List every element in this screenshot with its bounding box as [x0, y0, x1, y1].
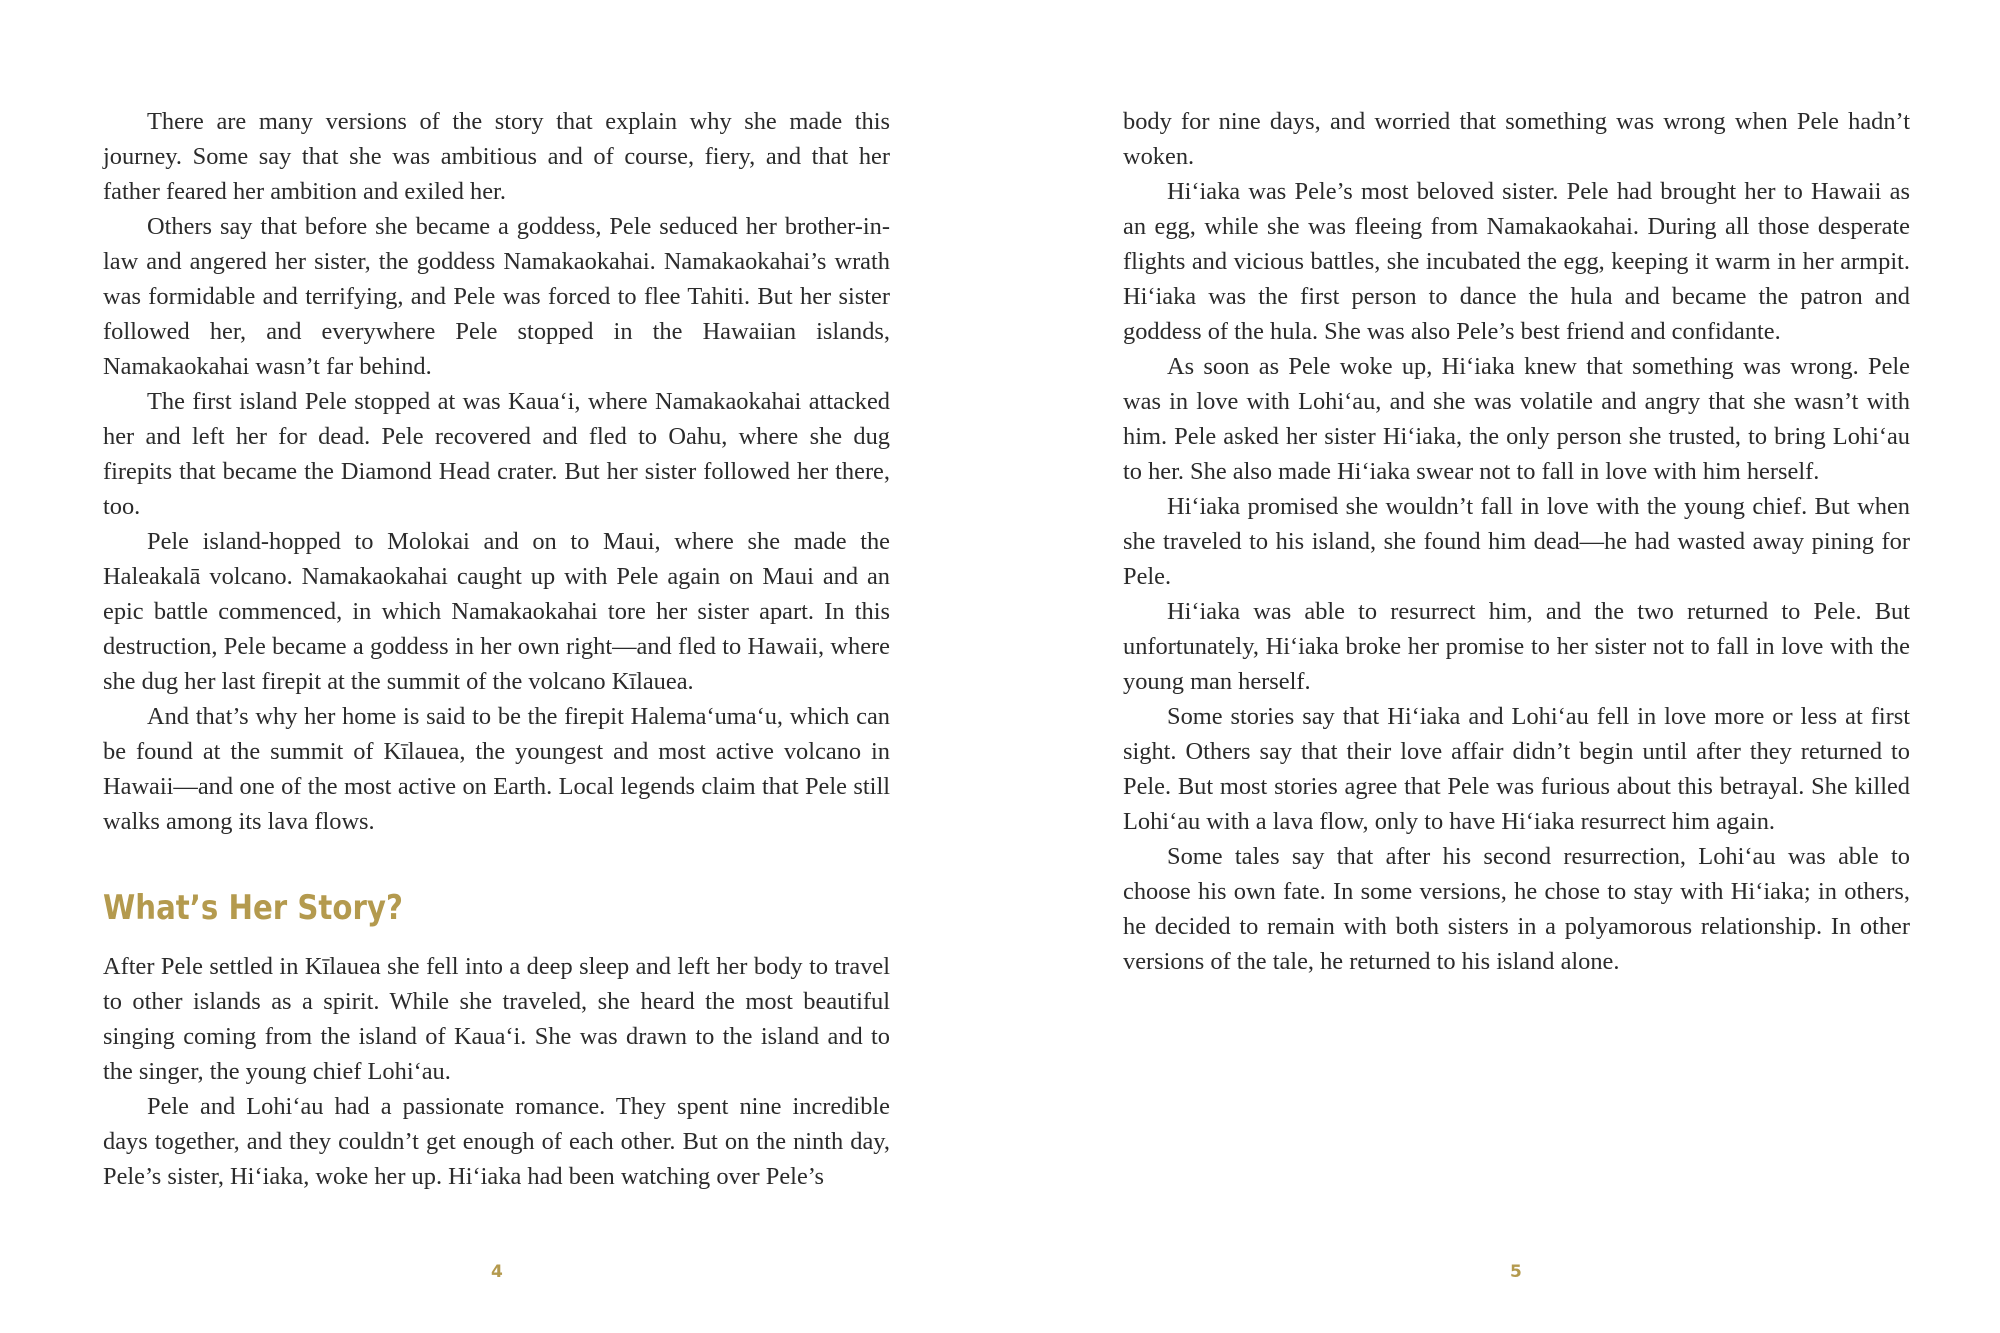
- paragraph: There are many versions of the story that explain why she made this journey. Some say that she was ambitious and of course, fiery, and that her father feared her ambition and exiled her.: [103, 108, 890, 205]
- paragraph: Some tales say that after his second resurrection, Lohiʻau was able to choose his own fate. In some versions, he chose to stay with Hiʻiaka; in others, he decided to remain with both sisters in a polyamorous relationship. In other versions of the tale, he returned to his island alone.: [1123, 843, 1910, 975]
- left-page-body-top: [103, 104, 890, 839]
- section-heading: What’s Her Story?: [103, 888, 403, 928]
- paragraph: Hiʻiaka promised she wouldn’t fall in love with the young chief. But when she traveled to his island, she found him dead—he had wasted away pining for Pele.: [1123, 493, 1910, 590]
- paragraph: The first island Pele stopped at was Kauaʻi, where Namakaokahai attacked her and left her for dead. Pele recovered and fled to Oahu, where she dug firepits that became the Diamond Head crater. But her sister followed her there, too.: [103, 388, 890, 520]
- paragraph: As soon as Pele woke up, Hiʻiaka knew that something was wrong. Pele was in love with Lohiʻau, and she was volatile and angry that she wasn’t with him. Pele asked her sister Hiʻiaka, the only person she trusted, to bring Lohiʻau to her. She also made Hiʻiaka swear not to fall in love with him herself.: [1123, 353, 1910, 485]
- left-page-body-bottom: [103, 949, 890, 1194]
- page-number: 4: [491, 1262, 503, 1282]
- paragraph: Others say that before she became a goddess, Pele seduced her brother-in-law and angered her sister, the goddess Namakaokahai. Namakaokahai’s wrath was formidable and terrifying, and Pele was forced to flee Tahiti. But her sister followed her, and everywhere Pele stopped in the Hawaiian islands, Namakaokahai wasn’t far behind.: [103, 213, 890, 380]
- paragraph: And that’s why her home is said to be the firepit Halemaʻumaʻu, which can be found at the summit of Kīlauea, the youngest and most active volcano in Hawaii—and one of the most active on Earth. Local legends claim that Pele still walks among its lava flows.: [103, 703, 890, 835]
- paragraph: Pele island-hopped to Molokai and on to Maui, where she made the Haleakalā volcano. Namakaokahai caught up with Pele again on Maui and an epic battle commenced, in which Namakaokahai tore her sister apart. In this destruction, Pele became a goddess in her own right—and fled to Hawaii, where she dug her last firepit at the summit of the volcano Kīlauea.: [103, 528, 890, 695]
- paragraph: Hiʻiaka was able to resurrect him, and the two returned to Pele. But unfortunately, Hiʻiaka broke her promise to her sister not to fall in love with the young man herself.: [1123, 598, 1910, 695]
- paragraph: After Pele settled in Kīlauea she fell into a deep sleep and left her body to travel to other islands as a spirit. While she traveled, she heard the most beautiful singing coming from the island of Kauaʻi. She was drawn to the island and to the singer, the young chief Lohiʻau.: [103, 953, 890, 1085]
- page-number: 5: [1510, 1262, 1522, 1282]
- paragraph: Some stories say that Hiʻiaka and Lohiʻau fell in love more or less at first sight. Others say that their love affair didn’t begin until after they returned to Pele. But most stories agree that Pele was furious about this betrayal. She killed Lohiʻau with a lava flow, only to have Hiʻiaka resurrect him again.: [1123, 703, 1910, 835]
- paragraph: Hiʻiaka was Pele’s most beloved sister. Pele had brought her to Hawaii as an egg, while she was fleeing from Namakaokahai. During all those desperate flights and vicious battles, she incubated the egg, keeping it warm in her armpit. Hiʻiaka was the first person to dance the hula and became the patron and goddess of the hula. She was also Pele’s best friend and confidante.: [1123, 178, 1910, 345]
- paragraph: Pele and Lohiʻau had a passionate romance. They spent nine incredible days together, and they couldn’t get enough of each other. But on the ninth day, Pele’s sister, Hiʻiaka, woke her up. Hiʻiaka had been watching over Pele’s: [103, 1093, 890, 1190]
- right-page-body: [1123, 104, 1910, 979]
- right-page: [1000, 0, 2000, 1333]
- paragraph: body for nine days, and worried that something was wrong when Pele hadn’t woken.: [1123, 108, 1910, 170]
